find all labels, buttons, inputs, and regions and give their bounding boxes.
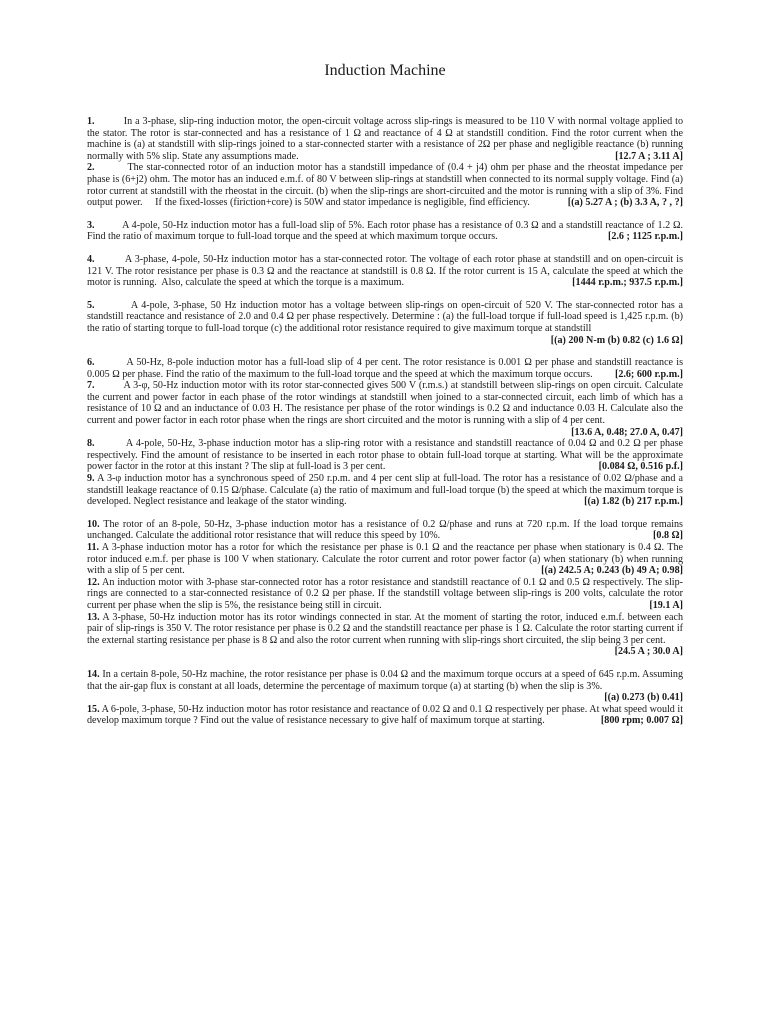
- problem-text: A 3-φ, 50-Hz induction motor with its rotor star-connected gives 500 V (r.m.s.) at standstill between slip-rings on open circuit. Calculate the current and power factor in each phase of the rotor windings at standstill when joined to a star-connected circuit, each limb of which has a resistance of 10 Ω and an inductance of 0.03 H. The resistance per phase of the rotor windings is 0.2 Ω and inductance 0.03 H. Calculate also the current and power factor in each rotor phase when the rings are short circuited and the motor is running with a slip of 4 per cent.: [87, 380, 686, 427]
- problem-2: [87, 162, 686, 209]
- problem-6: [87, 357, 686, 380]
- problem-10: [87, 518, 686, 542]
- problem-text: A 50-Hz, 8-pole induction motor has a full-load slip of 4 per cent. The rotor resistance is 0.001 Ω per phase and standstill reactance is 0.005 Ω per phase. Find the ratio of the maximum to the full-load torque and the speed at which the maximum torque occurs.: [87, 357, 686, 380]
- problem-9: [87, 473, 686, 508]
- problem-list: [87, 116, 686, 727]
- problem-number: 12.: [87, 576, 100, 588]
- problem-text: The star-connected rotor of an induction motor has a standstill impedance of (0.4 + j4) ohm per phase and the rheostat impedance per phase is (6+j2) ohm. The motor has an induced e.m.f. of 80 V between slip-rings at standstill when connected to its normal supply voltage. Find (a) rotor current at standstill with the rheostat in the circuit. (b) when the slip-rings are short-circuited and the motor is running with a slip of 3%. Find output power. If the fixed-losses (firiction+core) is 50W and stator impedance is negligible, find efficiency.: [87, 162, 686, 209]
- problem-text: A 6-pole, 3-phase, 50-Hz induction motor has rotor resistance and reactance of 0.02 Ω and 0.1 Ω respectively per phase. At what speed would it develop maximum torque ? Find out the value of resistance necessary to give half of maximum torque at starting.: [87, 703, 686, 727]
- problem-13: [87, 611, 686, 658]
- problem-1: [87, 116, 686, 162]
- problem-text: A 3-phase, 50-Hz induction motor has its rotor windings connected in star. At the moment of starting the rotor, induced e.m.f. between each pair of slip-rings is 350 V. The rotor resistance per phase is 0.2 Ω and the standstill reactance per phase is 1 Ω. Calculate the rotor starting current if the external starting resistance per phase is 8 Ω and also the rotor current when running with slip-rings short circuited, the slip being 3 per cent.: [87, 611, 686, 646]
- problem-answer: [19.1 A]: [649, 599, 683, 611]
- problem-text: A 3-φ induction motor has a synchronous speed of 250 r.p.m. and 4 per cent slip at full-load. The rotor has a resistance of 0.02 Ω/phase and a standstill leakage reactance of 0.15 Ω/phase. Calculate (a) the ratio of maximum and full-load torque (b) the speed at which the maximum torque is developed. Neglect resistance and leakage of the stator winding.: [87, 473, 686, 508]
- problem-15: [87, 703, 686, 727]
- problem-number: 3.: [87, 219, 95, 231]
- problem-answer: [2.6; 600 r.p.m.]: [614, 368, 683, 380]
- problem-number: 4.: [87, 253, 95, 265]
- problem-answer: [(a) 242.5 A; 0.243 (b) 49 A; 0.98]: [541, 565, 683, 577]
- problem-number: 5.: [87, 299, 95, 311]
- problem-number: 1.: [87, 116, 95, 127]
- problem-answer: [(a) 5.27 A ; (b) 3.3 A, ? , ?]: [567, 197, 683, 209]
- problem-number: 7.: [87, 380, 95, 392]
- problem-text: A 4-pole, 3-phase, 50 Hz induction motor has a voltage between slip-rings on open-circuit of 520 V. The star-connected rotor has a standstill reactance and resistance of 2.0 and 0.4 Ω per phase respectively. Determine : (a) the full-load torque if full-load speed is 1,425 r.p.m. (b) the ratio of starting torque to full-load torque (c) the additional rotor resistance required to give maximum torque at standstill: [87, 299, 686, 334]
- problem-answer: [24.5 A ; 30.0 A]: [614, 646, 683, 658]
- problem-answer: [(a) 200 N-m (b) 0.82 (c) 1.6 Ω]: [550, 334, 683, 346]
- problem-text: A 3-phase induction motor has a rotor for which the resistance per phase is 0.1 Ω and the reactance per phase when stationary is 0.4 Ω. The rotor induced e.m.f. per phase is 100 V when stationary. Calculate the rotor current and rotor power factor (a) when stationary (b) when running with a slip of 5 per cent.: [87, 542, 686, 577]
- problem-answer: [800 rpm; 0.007 Ω]: [600, 715, 683, 727]
- problem-text: A 4-pole, 50-Hz induction motor has a full-load slip of 5%. Each rotor phase has a resistance of 0.3 Ω and a standstill reactance of 1.2 Ω. Find the ratio of maximum torque to full-load torque and the speed at which maximum torque occurs.: [87, 219, 686, 243]
- problem-answer: [(a) 1.82 (b) 217 r.p.m.]: [584, 496, 683, 508]
- problem-8: [87, 438, 686, 473]
- problem-answer: [(a) 0.273 (b) 0.41]: [604, 692, 683, 704]
- problem-11: [87, 542, 686, 577]
- document-page: [87, 62, 686, 727]
- problem-12: [87, 576, 686, 612]
- problem-7: [87, 380, 686, 438]
- problem-answer: [0.8 Ω]: [653, 530, 683, 542]
- problem-answer: [0.084 Ω, 0.516 p.f.]: [598, 461, 683, 473]
- page-title: Induction Machine: [324, 62, 446, 79]
- problem-text: A 3-phase, 4-pole, 50-Hz induction motor has a star-connected rotor. The voltage of each rotor phase at standstill and on open-circuit is 121 V. The rotor resistance per phase is 0.3 Ω and the reactance at standstill is 0.8 Ω. If the rotor current is 15 A, calculate the speed at which the motor is running. Also, calculate the speed at which the torque is a maximum.: [87, 253, 686, 289]
- problem-text: A 4-pole, 50-Hz, 3-phase induction motor has a slip-ring rotor with a resistance and standstill reactance of 0.04 Ω and 0.2 Ω per phase respectively. Find the amount of resistance to be inserted in each rotor phase to obtain full-load torque at starting. What will be the approximate power factor in the rotor at this instant ? The slip at full-load is 3 per cent.: [87, 438, 686, 473]
- problem-number: 9.: [87, 473, 95, 485]
- problem-number: 10.: [87, 518, 100, 530]
- problem-text: In a 3-phase, slip-ring induction motor, the open-circuit voltage across slip-rings is measured to be 110 V with normal voltage applied to the stator. The rotor is star-connected and has a resistance of 1 Ω and reactance of 4 Ω at standstill condition. Find the rotor current when the machine is (a) at standstill with slip-rings joined to a star-connected starter with a resistance of 2Ω per phase and negligible reactance (b) running normally with 5% slip. State any assumptions made.: [87, 116, 686, 162]
- problem-answer: [1444 r.p.m.; 937.5 r.p.m.]: [572, 277, 683, 289]
- problem-number: 14.: [87, 668, 100, 680]
- problem-number: 11.: [87, 542, 100, 553]
- problem-14: [87, 668, 686, 704]
- problem-3: [87, 219, 686, 243]
- problem-number: 13.: [87, 611, 100, 623]
- problem-number: 8.: [87, 438, 95, 450]
- problem-text: The rotor of an 8-pole, 50-Hz, 3-phase induction motor has a resistance of 0.2 Ω/phase and runs at 720 r.p.m. If the load torque remains unchanged. Calculate the additional rotor resistance that will reduce this speed by 10%.: [87, 518, 686, 542]
- problem-text: An induction motor with 3-phase star-connected rotor has a rotor resistance and standstill reactance of 0.1 Ω and 0.5 Ω respectively. The slip-rings are connected to a star-connected resistance of 0.2 Ω per phase. If the standstill voltage between slip-rings is 200 volts, calculate the rotor current per phase when the slip is 5%, the resistance being still in circuit.: [87, 576, 686, 611]
- problem-answer: [2.6 ; 1125 r.p.m.]: [607, 231, 683, 243]
- problem-5: [87, 299, 686, 346]
- problem-number: 15.: [87, 703, 100, 715]
- problem-number: 6.: [87, 357, 95, 369]
- problem-4: [87, 253, 686, 289]
- problem-text: In a certain 8-pole, 50-Hz machine, the rotor resistance per phase is 0.04 Ω and the maximum torque occurs at a speed of 645 r.p.m. Assuming that the air-gap flux is constant at all loads, determine the percentage of maximum torque (a) at starting (b) when the slip is 3%.: [87, 668, 686, 692]
- problem-answer: [12.7 A ; 3.11 A]: [615, 150, 683, 162]
- problem-number: 2.: [87, 162, 95, 174]
- problem-answer: [13.6 A, 0.48; 27.0 A, 0.47]: [571, 426, 683, 438]
